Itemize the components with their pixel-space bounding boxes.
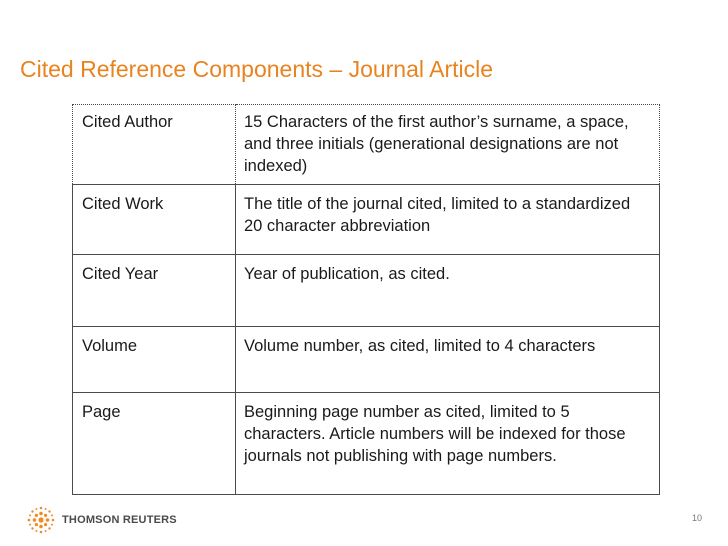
table-row bbox=[73, 393, 660, 495]
description-page: Beginning page number as cited, limited to 5 characters. Article numbers will be indexed for those journals not publishing with page numbers. bbox=[236, 393, 660, 495]
thomson-reuters-logo bbox=[26, 505, 177, 535]
term-cited-year: Cited Year bbox=[73, 255, 236, 327]
table-row bbox=[73, 105, 660, 185]
thomson-reuters-dot-globe-icon bbox=[26, 505, 56, 535]
description-cited-work: The title of the journal cited, limited to a standardized 20 character abbreviation bbox=[236, 185, 660, 255]
description-volume: Volume number, as cited, limited to 4 characters bbox=[236, 327, 660, 393]
table-row bbox=[73, 255, 660, 327]
term-cited-author: Cited Author bbox=[73, 105, 236, 185]
table-row bbox=[73, 185, 660, 255]
description-cited-author: 15 Characters of the first author’s surname, a space, and three initials (generational designations are not indexed) bbox=[236, 105, 660, 185]
slide-title: Cited Reference Components – Journal Article bbox=[20, 56, 494, 82]
logo-wordmark: THOMSON REUTERS bbox=[62, 514, 177, 526]
term-volume: Volume bbox=[73, 327, 236, 393]
page-number: 10 bbox=[691, 513, 702, 523]
description-cited-year: Year of publication, as cited. bbox=[236, 255, 660, 327]
table-row bbox=[73, 327, 660, 393]
term-page: Page bbox=[73, 393, 236, 495]
term-cited-work: Cited Work bbox=[73, 185, 236, 255]
reference-components-table bbox=[72, 104, 660, 495]
